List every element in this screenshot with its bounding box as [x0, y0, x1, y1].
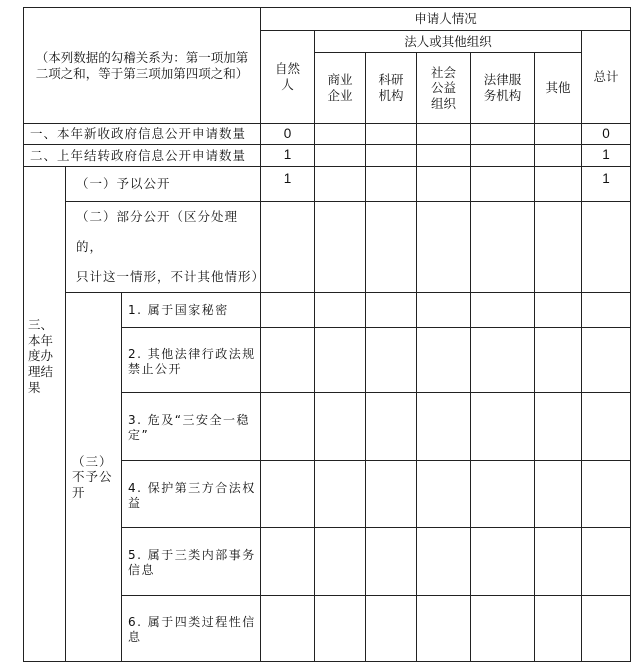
- table-row-not-disclosed-item: [24, 293, 631, 328]
- cell-new-total: 0: [582, 124, 631, 145]
- table-row-carried-over: [24, 145, 631, 167]
- cell-new-natural: 0: [261, 124, 315, 145]
- header-total: 总计: [582, 31, 631, 124]
- cell-carried-natural: 1: [261, 145, 315, 167]
- header-legal-service: 法律服 务机构: [471, 53, 535, 124]
- cell-disclosed-total: 1: [582, 167, 631, 202]
- row-label-disclosed: （一）予以公开: [66, 167, 261, 202]
- header-note-cell: [24, 8, 261, 124]
- header-applicant-situation: 申请人情况: [261, 8, 631, 31]
- header-research: 科研 机构: [366, 53, 417, 124]
- row-label-new-requests: 一、本年新收政府信息公开申请数量: [24, 124, 261, 145]
- not-disclosed-item-label: 6. 属于四类过程性信 息: [122, 596, 261, 662]
- not-disclosed-item-label: 2. 其他法律行政法规 禁止公开: [122, 328, 261, 393]
- header-social-welfare: 社会 公益 组织: [417, 53, 471, 124]
- cell-disclosed-natural: 1: [261, 167, 315, 202]
- not-disclosed-item-label: 3. 危及“三安全一稳 定”: [122, 393, 261, 461]
- row-label-carried-over: 二、上年结转政府信息公开申请数量: [24, 145, 261, 167]
- header-note-line2: 二项之和，等于第三项加第四项之和）: [35, 65, 249, 81]
- row-label-not-disclosed: （三） 不予公 开: [66, 293, 122, 662]
- header-commercial: 商业 企业: [315, 53, 366, 124]
- cell-carried-total: 1: [582, 145, 631, 167]
- row-label-results: 三、 本年 度办 理结 果: [24, 167, 66, 662]
- not-disclosed-item-label: 4. 保护第三方合法权 益: [122, 461, 261, 528]
- info-disclosure-table-wrapper: [23, 7, 631, 662]
- table-row-partial: [24, 202, 631, 293]
- not-disclosed-item-label: 5. 属于三类内部事务 信息: [122, 528, 261, 596]
- header-note-line1: （本列数据的勾稽关系为：第一项加第: [35, 49, 249, 65]
- row-label-partial: （二）部分公开（区分处理的， 只计这一情形，不计其他情形）: [66, 202, 261, 293]
- info-disclosure-table: [23, 7, 631, 662]
- header-other: 其他: [535, 53, 582, 124]
- table-row-new-requests: [24, 124, 631, 145]
- header-legal-persons: 法人或其他组织: [315, 31, 582, 53]
- not-disclosed-item-label: 1. 属于国家秘密: [122, 293, 261, 328]
- table-row-disclosed: [24, 167, 631, 202]
- header-natural-person: 自然 人: [261, 31, 315, 124]
